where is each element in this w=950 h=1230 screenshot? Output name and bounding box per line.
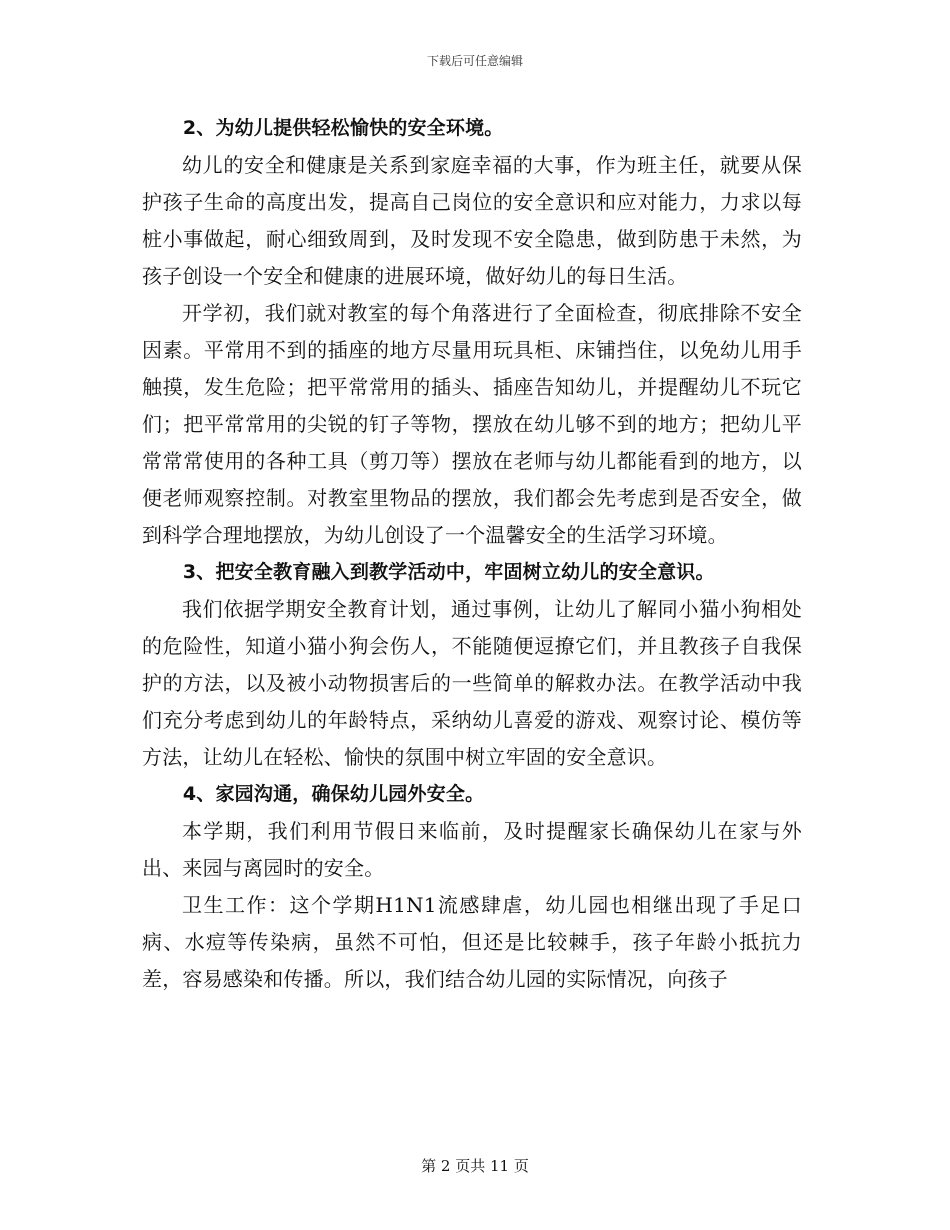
paragraph: 开学初，我们就对教室的每个角落进行了全面检查，彻底排除不安全因素。平常用不到的插座的地方尽量用玩具柜、床铺挡住，以免幼儿用手触摸，发生危险；把平常常用的插头、插座告知幼儿，并提醒幼儿不玩它们；把平常常用的尖锐的钉子等物，摆放在幼儿够不到的地方；把幼儿平常常常使用的各种工具（剪刀等）摆放在老师与幼儿都能看到的地方，以便老师观察控制。对教室里物品的摆放，我们都会先考虑到是否安全，做到科学合理地摆放，为幼儿创设了一个温馨安全的生活学习环境。 — [142, 301, 802, 547]
page-header: 下载后可任意编辑 — [426, 54, 523, 68]
section-heading: 2、为幼儿提供轻松愉快的安全环境。 — [182, 117, 504, 139]
section-heading: 4、家园沟通，确保幼儿园外安全。 — [182, 783, 485, 805]
section-heading: 3、把安全教育融入到教学活动中，牢固树立幼儿的安全意识。 — [182, 561, 715, 583]
paragraph: 卫生工作：这个学期H1N1流感肆虐，幼儿园也相继出现了手足口病、水痘等传染病，虽然不可怕，但还是比较棘手，孩子年龄小抵抗力差，容易感染和传播。所以，我们结合幼儿园的实际情况，向孩子 — [142, 893, 802, 991]
paragraph: 幼儿的安全和健康是关系到家庭幸福的大事，作为班主任，就要从保护孩子生命的高度出发，提高自己岗位的安全意识和应对能力，力求以每桩小事做起，耐心细致周到，及时发现不安全隐患，做到防患于未然，为孩子创设一个安全和健康的进展环境，做好幼儿的每日生活。 — [142, 153, 802, 288]
page-footer: 第 2 页共 11 页 — [421, 1157, 529, 1175]
paragraph: 本学期，我们利用节假日来临前，及时提醒家长确保幼儿在家与外出、来园与离园时的安全。 — [142, 819, 802, 880]
document-body — [142, 110, 802, 998]
paragraph: 我们依据学期安全教育计划，通过事例，让幼儿了解同小猫小狗相处的危险性，知道小猫小狗会伤人，不能随便逗撩它们，并且教孩子自我保护的方法，以及被小动物损害后的一些简单的解救办法。在教学活动中我们充分考虑到幼儿的年龄特点，采纳幼儿喜爱的游戏、观察讨论、模仿等方法，让幼儿在轻松、愉快的氛围中树立牢固的安全意识。 — [142, 597, 802, 769]
